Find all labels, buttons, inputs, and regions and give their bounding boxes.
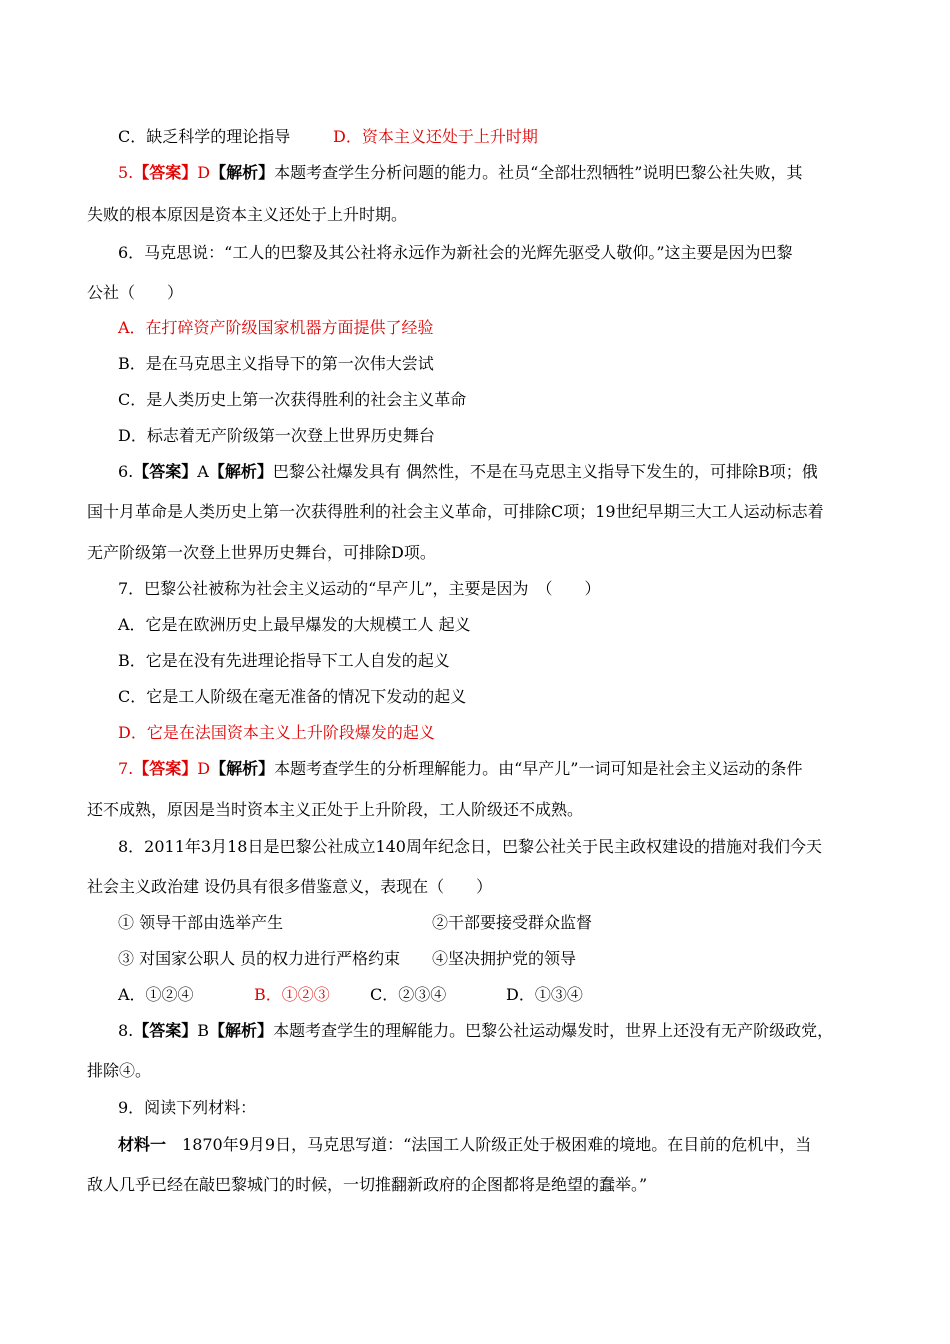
question-8-option-c: C．②③④ [370,985,447,1004]
material-1-label: 材料一 [118,1135,167,1154]
answer-8-value: B [197,1021,210,1040]
question-9-stem: 9．阅读下列材料： [118,1098,257,1117]
answer-6-value: A [197,462,209,481]
question-7-option-a: A．它是在欧洲历史上最早爆发的大规模工人 起义 [118,615,471,634]
answer-5-label: 【答案】 [133,163,198,182]
answer-8-label: 【答案】 [133,1021,198,1040]
question-7-option-d: D．它是在法国资本主义上升阶段爆发的起义 [118,723,435,742]
answer-5-number: 5. [118,163,134,182]
answer-6-number: 6. [118,462,134,481]
question-8-item-2: ②干部要接受群众监督 [432,913,593,932]
question-7-option-b: B．它是在没有先进理论指导下工人自发的起义 [118,651,450,670]
answer-7-line-1 [118,758,803,780]
question-7-option-c: C．它是工人阶级在毫无准备的情况下发动的起义 [118,687,467,706]
question-8-item-4: ④坚决拥护党的领导 [432,949,577,968]
answer-7-number: 7. [118,759,134,778]
answer-7-label: 【答案】 [133,759,198,778]
analysis-7-text: 本题考查学生的分析理解能力。由“早产儿”一词可知是社会主义运动的条件 [274,759,803,778]
question-6-stem: 6．马克思说：“工人的巴黎及其公社将永远作为新社会的光辉先驱受人敬仰。”这主要是因为巴黎 [118,243,793,262]
analysis-6-text: 巴黎公社爆发具有 偶然性，不是在马克思主义指导下发生的，可排除B项；俄 [272,462,818,481]
answer-5-value: D [197,163,211,182]
material-1-line-1 [118,1134,811,1156]
analysis-5-label: 【解析】 [210,163,275,182]
q5-option-d: D．资本主义还处于上升时期 [333,127,538,146]
question-8-item-3: ③ 对国家公职人 员的权力进行严格约束 [118,949,401,968]
material-1-line-2: 敌人几乎已经在敲巴黎城门的时候，一切推翻新政府的企图都将是绝望的蠢举。” [87,1175,648,1194]
answer-8-line-1 [118,1020,833,1042]
answer-6-line-2: 国十月革命是人类历史上第一次获得胜利的社会主义革命，可排除C项；19世纪早期三大工人运动标志着 [87,502,824,521]
answer-5-line-2: 失败的根本原因是资本主义还处于上升时期。 [87,205,408,224]
question-8-option-d: D．①③④ [506,985,583,1004]
question-6-stem-cont: 公社（ ） [87,283,184,302]
question-6-option-c: C．是人类历史上第一次获得胜利的社会主义革命 [118,390,467,409]
question-8-option-a: A．①②④ [118,985,194,1004]
analysis-6-label: 【解析】 [208,462,273,481]
question-6-option-d: D．标志着无产阶级第一次登上世界历史舞台 [118,426,435,445]
material-1-text: 1870年9月9日，马克思写道：“法国工人阶级正处于极困难的境地。在目前的危机中，当 [166,1135,812,1154]
q5-option-c: C．缺乏科学的理论指导 [118,127,291,146]
question-6-option-a: A．在打碎资产阶级国家机器方面提供了经验 [118,318,434,337]
analysis-7-label: 【解析】 [210,759,275,778]
answer-7-value: D [197,759,211,778]
answer-8-number: 8. [118,1021,134,1040]
analysis-8-label: 【解析】 [209,1021,274,1040]
answer-7-line-2: 还不成熟，原因是当时资本主义正处于上升阶段，工人阶级还不成熟。 [87,800,584,819]
answer-5-line-1 [118,162,803,184]
answer-6-label: 【答案】 [133,462,198,481]
analysis-5-text: 本题考查学生分析问题的能力。社员“全部壮烈牺牲”说明巴黎公社失败，其 [274,163,803,182]
question-8-option-b: B．①②③ [254,985,330,1004]
analysis-8-text: 本题考查学生的理解能力。巴黎公社运动爆发时，世界上还没有无产阶级政党， [273,1021,834,1040]
question-8-item-1: ① 领导干部由选举产生 [118,913,284,932]
answer-6-line-1 [118,461,818,483]
question-8-stem: 8．2011年3月18日是巴黎公社成立140周年纪念日，巴黎公社关于民主政权建设的措施对我们今天 [118,837,822,856]
question-7-stem: 7．巴黎公社被称为社会主义运动的“早产儿”，主要是因为 （ ） [118,579,601,598]
answer-8-line-2: 排除④。 [87,1061,152,1080]
answer-6-line-3: 无产阶级第一次登上世界历史舞台，可排除D项。 [87,543,436,562]
question-8-stem-cont: 社会主义政治建 设仍具有很多借鉴意义，表现在（ ） [87,877,493,896]
question-6-option-b: B．是在马克思主义指导下的第一次伟大尝试 [118,354,434,373]
